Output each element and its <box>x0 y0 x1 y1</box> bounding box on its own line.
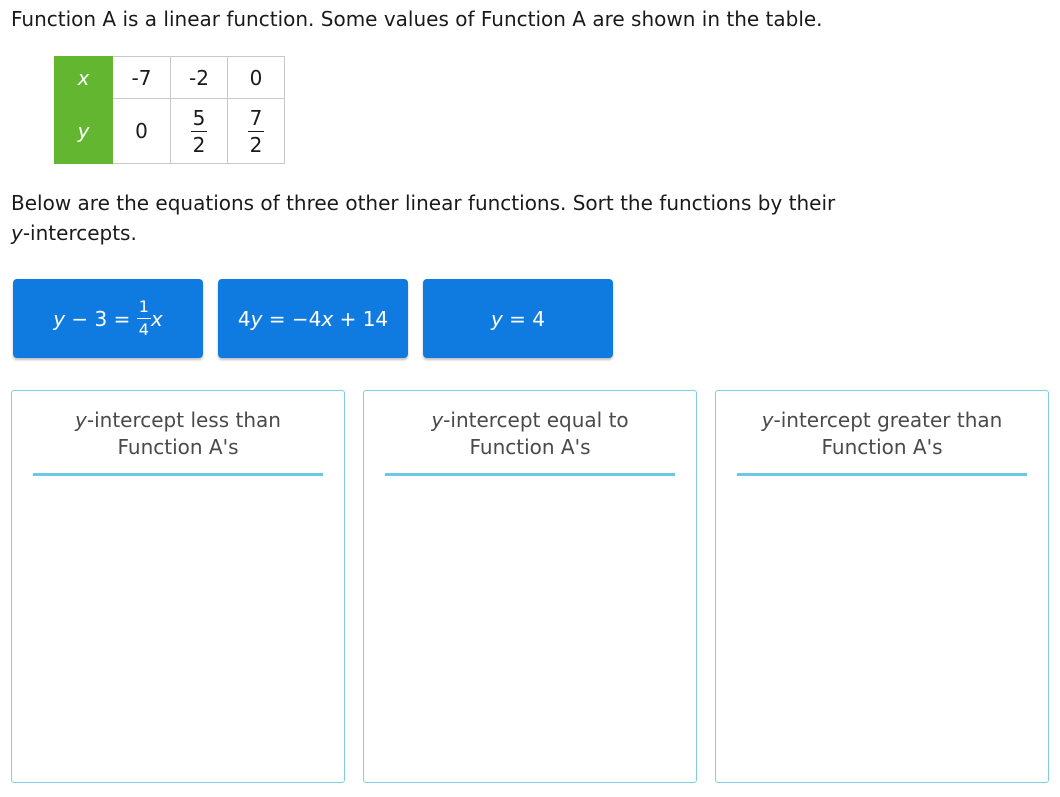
x-value-3: 0 <box>228 57 285 99</box>
tile-text: = 4 <box>502 306 546 331</box>
tile-text: + 14 <box>333 306 389 331</box>
instructions-variable: y <box>11 221 23 245</box>
tile-variable: y <box>250 306 263 331</box>
fraction-numerator: 1 <box>137 299 151 319</box>
fraction-denominator: 4 <box>138 320 149 339</box>
bin-title-variable: y <box>75 408 87 432</box>
bin-title-text: -intercept less than <box>86 408 281 432</box>
y-value-3 <box>228 99 285 164</box>
bin-divider <box>385 473 675 476</box>
bin-divider <box>33 473 323 476</box>
bin-divider <box>737 473 1027 476</box>
tile-text: − 3 = <box>65 306 137 331</box>
values-table <box>54 56 285 164</box>
equation-tile-3[interactable] <box>423 279 613 358</box>
bin-title-text: -intercept greater than <box>773 408 1003 432</box>
bin-title-line2: Function A's <box>821 435 943 459</box>
x-value-2: -2 <box>171 57 228 99</box>
bin-drop-area[interactable] <box>716 481 1048 782</box>
sort-bin-less-than[interactable] <box>11 390 345 783</box>
instructions-line2: -intercepts. <box>22 221 137 245</box>
bin-title <box>384 407 676 461</box>
sort-bin-greater-than[interactable] <box>715 390 1049 783</box>
y-value-1: 0 <box>113 99 171 164</box>
y-value-2 <box>171 99 228 164</box>
instructions-line1: Below are the equations of three other linear functions. Sort the functions by their <box>11 191 836 215</box>
fraction-denominator: 2 <box>192 132 206 157</box>
y-header: y <box>55 99 113 164</box>
tile-variable: y <box>53 306 66 331</box>
x-header: x <box>55 57 113 99</box>
bin-drop-area[interactable] <box>364 481 696 782</box>
bin-title-text: -intercept equal to <box>443 408 629 432</box>
fraction-numerator: 5 <box>192 105 206 130</box>
bin-title <box>736 407 1028 461</box>
fraction-numerator: 7 <box>249 105 263 130</box>
fraction-denominator: 2 <box>249 132 263 157</box>
tile-variable: x <box>150 306 163 331</box>
table-row-y <box>55 99 285 164</box>
bin-title-variable: y <box>761 408 774 432</box>
x-value-1: -7 <box>113 57 171 99</box>
bin-title-line2: Function A's <box>117 435 239 459</box>
equation-tile-1[interactable] <box>13 279 203 358</box>
intro-text: Function A is a linear function. Some values of Function A are shown in the table. <box>11 7 823 31</box>
tile-text: = −4 <box>262 306 322 331</box>
y-value-3-fraction <box>248 105 265 157</box>
tile-variable: x <box>321 306 334 331</box>
sort-bin-equal-to[interactable] <box>363 390 697 783</box>
tile-text: 4 <box>237 306 251 331</box>
instructions-text <box>11 188 971 248</box>
table-row-x <box>55 57 285 99</box>
y-value-2-fraction <box>191 105 208 157</box>
bin-title <box>32 407 324 461</box>
equation-tile-2[interactable] <box>218 279 408 358</box>
bin-title-line2: Function A's <box>469 435 591 459</box>
bin-drop-area[interactable] <box>12 481 344 782</box>
tile-variable: y <box>490 306 503 331</box>
bin-title-variable: y <box>431 408 444 432</box>
tile-fraction <box>137 299 151 338</box>
